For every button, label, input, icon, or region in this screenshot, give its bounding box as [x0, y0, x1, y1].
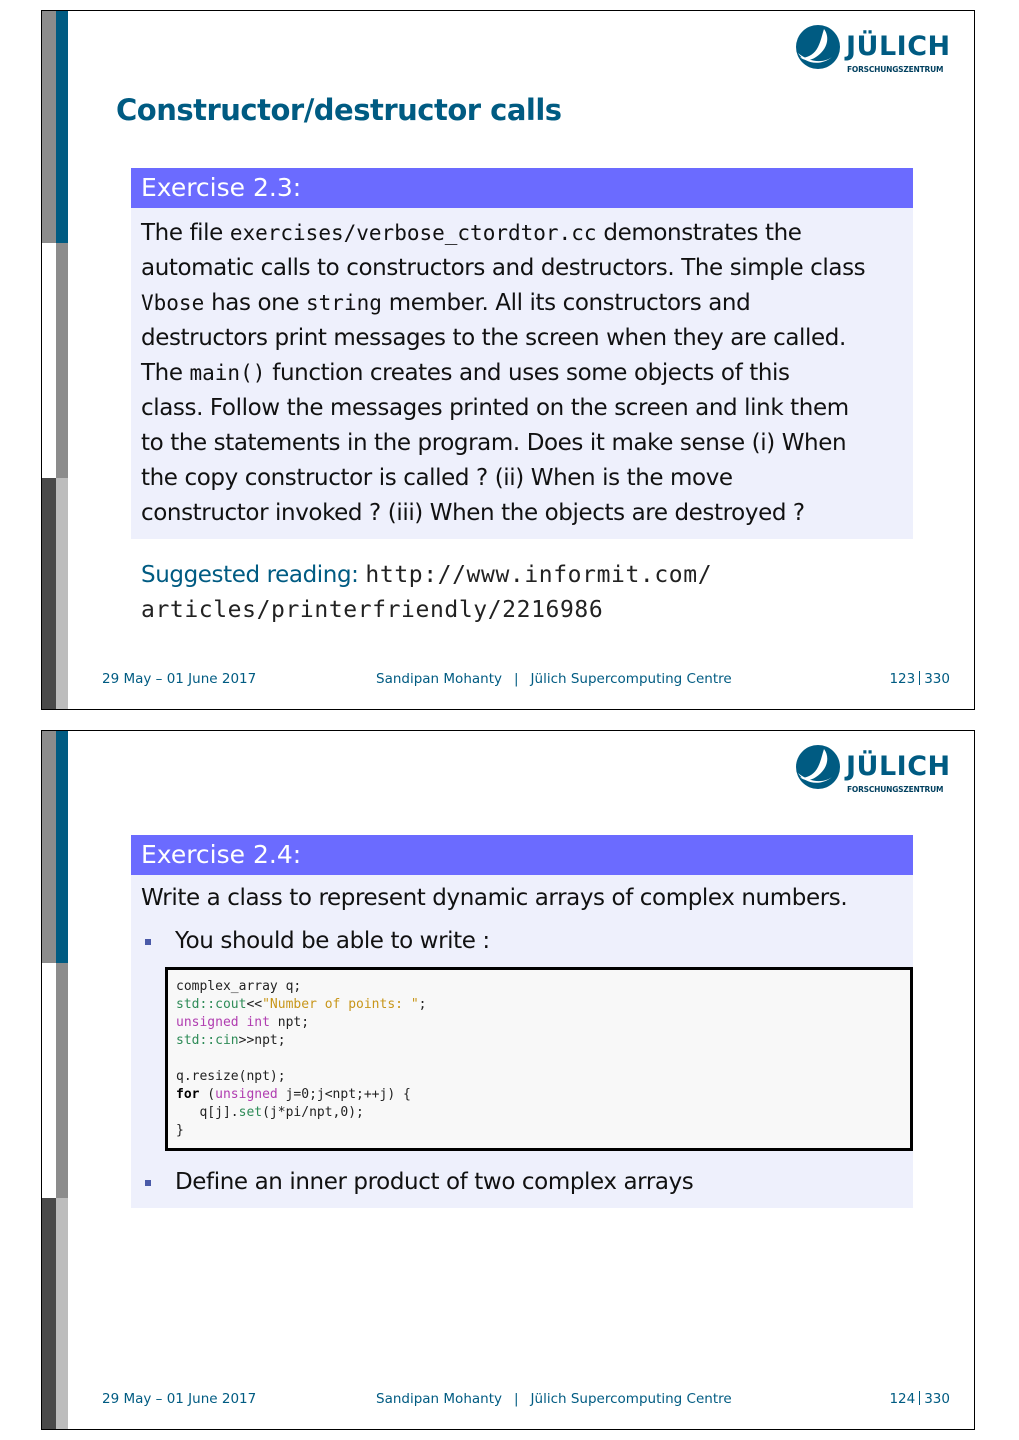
page-current: 124 — [889, 1391, 916, 1407]
logo-subtitle: FORSCHUNGSZENTRUM — [847, 65, 944, 74]
code-token: j=0;j<npt;++j) { — [277, 1087, 411, 1102]
side-bar-segment — [56, 243, 68, 478]
code-token: cout — [215, 997, 247, 1012]
text-run: has one — [204, 290, 307, 316]
code-token: ( — [199, 1087, 216, 1102]
bullet-text: You should be able to write : — [175, 928, 490, 954]
code-class-name: Vbose — [141, 291, 205, 315]
body-line: constructor invoked ? (iii) When the objects are destroyed ? — [141, 500, 805, 526]
reading-line — [141, 558, 712, 593]
page-divider — [919, 671, 920, 685]
code-type-keyword: int — [246, 1015, 270, 1030]
side-bar-segment — [42, 731, 56, 963]
code-token: (j*pi/npt,0); — [262, 1105, 364, 1120]
code-line — [176, 1086, 902, 1104]
slide-124 — [41, 730, 975, 1430]
footer-organization: Jülich Supercomputing Centre — [530, 671, 732, 687]
side-bar-segment — [42, 478, 56, 710]
footer-page-number — [889, 671, 950, 687]
code-line — [176, 1104, 902, 1122]
text-run: The file — [141, 220, 230, 246]
body-line — [141, 286, 903, 321]
slide-123 — [41, 10, 975, 710]
bullet-square-icon — [145, 939, 151, 945]
code-line: q.resize(npt); — [176, 1069, 286, 1084]
logo-wordmark: JÜLICH — [846, 31, 951, 62]
side-bar-segment — [42, 11, 56, 243]
logo-subtitle: FORSCHUNGSZENTRUM — [847, 785, 944, 794]
exercise-block — [131, 168, 913, 539]
side-bar-segment — [56, 11, 68, 243]
code-token: ; — [418, 997, 427, 1012]
text-run: function creates and uses some objects of this — [265, 360, 790, 386]
juelich-logo — [794, 743, 956, 799]
code-token: std:: — [176, 997, 216, 1012]
code-token: npt; — [269, 1015, 310, 1030]
footer-author: Sandipan Mohanty — [376, 671, 502, 687]
code-keyword: for — [176, 1087, 200, 1102]
code-line — [176, 1014, 902, 1032]
side-bar-segment — [42, 1198, 56, 1430]
footer-separator: | — [513, 1391, 519, 1407]
side-bar-segment — [56, 1198, 68, 1430]
juelich-logo — [794, 23, 956, 79]
body-line: the copy constructor is called ? (ii) When is the move — [141, 465, 733, 491]
code-string-literal: "Number of points: " — [262, 997, 419, 1012]
footer-center — [376, 1391, 732, 1407]
side-bar-segment — [42, 243, 56, 478]
logo-wordmark: JÜLICH — [846, 751, 951, 782]
text-run: The — [141, 360, 190, 386]
code-filename: exercises/verbose_ctordtor.cc — [229, 221, 597, 245]
text-run: demonstrates the — [596, 220, 802, 246]
exercise-body — [131, 208, 913, 539]
bullet-text: Define an inner product of two complex arrays — [175, 1169, 694, 1195]
suggested-reading — [141, 558, 712, 628]
page-total: 330 — [924, 671, 950, 687]
code-type-keyword: unsigned — [215, 1087, 278, 1102]
side-bar-segment — [56, 963, 68, 1198]
code-type-name: string — [306, 291, 382, 315]
code-token: q[j]. — [176, 1105, 239, 1120]
body-line: class. Follow the messages printed on the screen and link them — [141, 395, 849, 421]
exercise-body — [131, 875, 913, 1208]
juelich-logo-icon — [794, 23, 842, 71]
exercise-heading: Exercise 2.4: — [131, 835, 913, 875]
reading-url-part2[interactable]: articles/printerfriendly/2216986 — [141, 597, 604, 623]
code-line — [176, 996, 902, 1014]
footer-page-number — [889, 1391, 950, 1407]
code-line: complex_array q; — [176, 979, 302, 994]
code-function: set — [238, 1105, 263, 1120]
code-line — [176, 1050, 902, 1068]
bullet-item — [141, 924, 903, 959]
exercise-heading: Exercise 2.3: — [131, 168, 913, 208]
side-bar-segment — [56, 478, 68, 710]
body-line: destructors print messages to the screen when they are called. — [141, 325, 846, 351]
side-bar-segment — [56, 731, 68, 963]
intro-line: Write a class to represent dynamic arrays of complex numbers. — [141, 885, 848, 911]
page-divider — [919, 1391, 920, 1405]
body-line — [141, 216, 903, 251]
juelich-logo-icon — [794, 743, 842, 791]
code-token: >>npt; — [238, 1033, 286, 1048]
body-line: automatic calls to constructors and destructors. The simple class — [141, 255, 866, 281]
page-total: 330 — [924, 1391, 950, 1407]
body-line: to the statements in the program. Does it make sense (i) When — [141, 430, 847, 456]
footer-author: Sandipan Mohanty — [376, 1391, 502, 1407]
bullet-item — [141, 1165, 903, 1200]
reading-line — [141, 593, 712, 628]
code-listing — [165, 967, 913, 1151]
footer-organization: Jülich Supercomputing Centre — [530, 1391, 732, 1407]
code-token: cin — [215, 1033, 239, 1048]
reading-url-part1[interactable]: http://www.informit.com/ — [365, 562, 713, 588]
bullet-square-icon — [145, 1180, 151, 1186]
slide-title: Constructor/destructor calls — [116, 93, 562, 127]
code-line: } — [176, 1123, 184, 1138]
footer-date: 29 May – 01 June 2017 — [102, 671, 257, 687]
code-function-name: main() — [189, 361, 266, 385]
footer-center — [376, 671, 732, 687]
page-current: 123 — [889, 671, 916, 687]
body-line — [141, 356, 903, 391]
side-bar-segment — [42, 963, 56, 1198]
footer-date: 29 May – 01 June 2017 — [102, 1391, 257, 1407]
code-token: std:: — [176, 1033, 216, 1048]
exercise-block — [131, 835, 913, 1208]
code-type-keyword: unsigned — [176, 1015, 239, 1030]
reading-label: Suggested reading: — [141, 562, 359, 588]
footer-separator: | — [513, 671, 519, 687]
code-line — [176, 1032, 902, 1050]
text-run: member. All its constructors and — [381, 290, 751, 316]
code-token: << — [246, 997, 263, 1012]
